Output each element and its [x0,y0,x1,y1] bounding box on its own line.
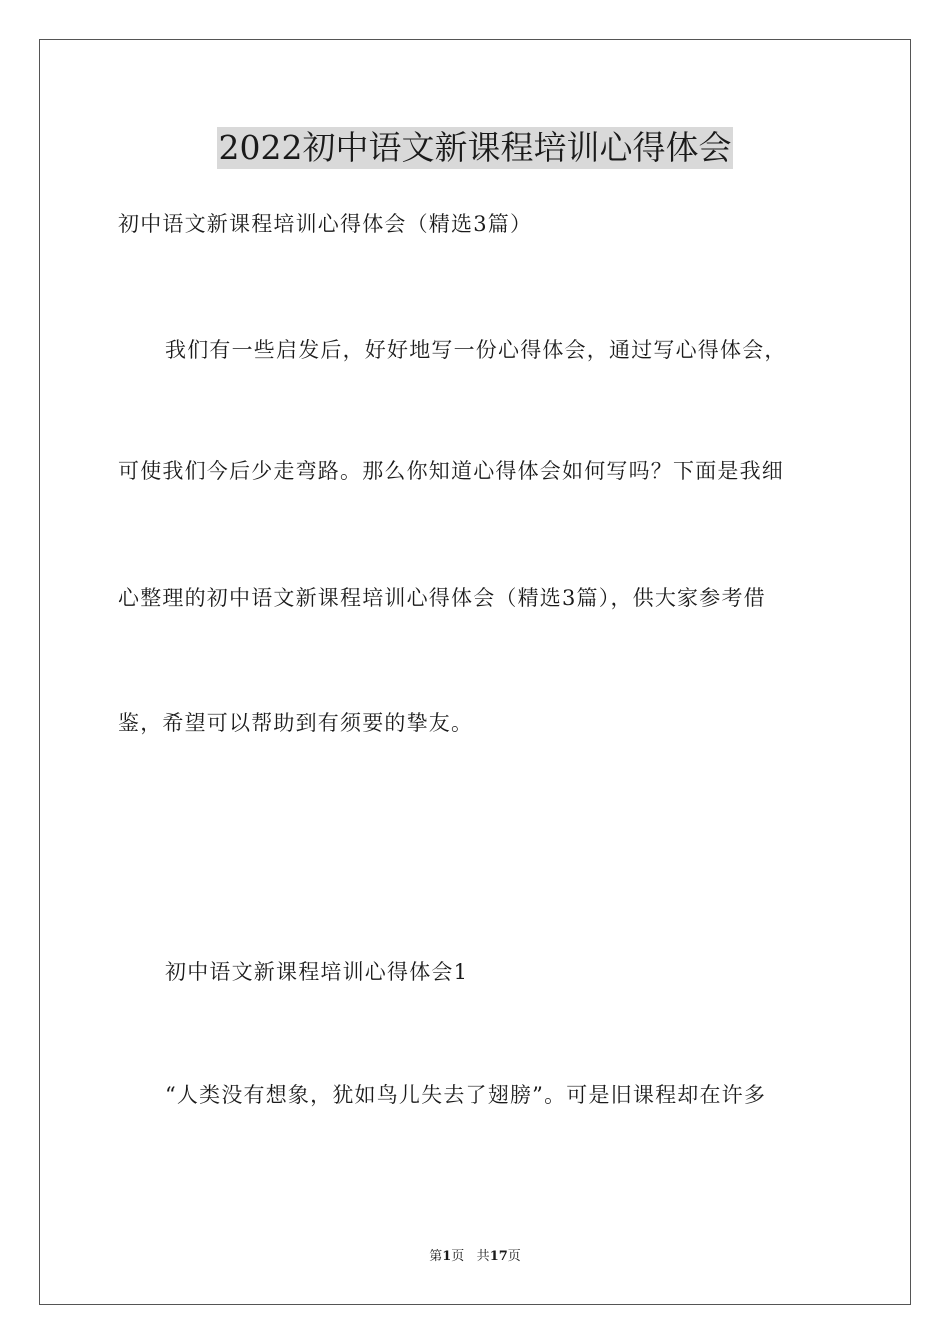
section-first-line: “人类没有想象，犹如鸟儿失去了翅膀”。可是旧课程却在许多 [165,1083,767,1107]
footer-prefix: 第 [429,1249,443,1264]
footer-page-suffix: 页 [451,1249,465,1264]
footer-total-pages: 17 [489,1249,508,1264]
intro-line-1: 我们有一些启发后，好好地写一份心得体会，通过写心得体会， [165,338,787,362]
page-footer [0,1248,950,1266]
section-heading: 初中语文新课程培训心得体会1 [165,960,469,984]
document-subtitle: 初中语文新课程培训心得体会（精选3篇） [118,212,533,236]
footer-page-number: 1 [442,1249,452,1264]
footer-total-prefix: 共 [476,1249,490,1264]
intro-line-3: 心整理的初中语文新课程培训心得体会（精选3篇），供大家参考借 [118,586,766,610]
intro-line-4: 鉴，希望可以帮助到有须要的挚友。 [118,711,474,735]
document-title-container [0,127,950,169]
document-title: 2022初中语文新课程培训心得体会 [218,128,732,167]
intro-line-2: 可使我们今后少走弯路。那么你知道心得体会如何写吗？下面是我细 [118,459,784,483]
footer-total-suffix: 页 [507,1249,521,1264]
